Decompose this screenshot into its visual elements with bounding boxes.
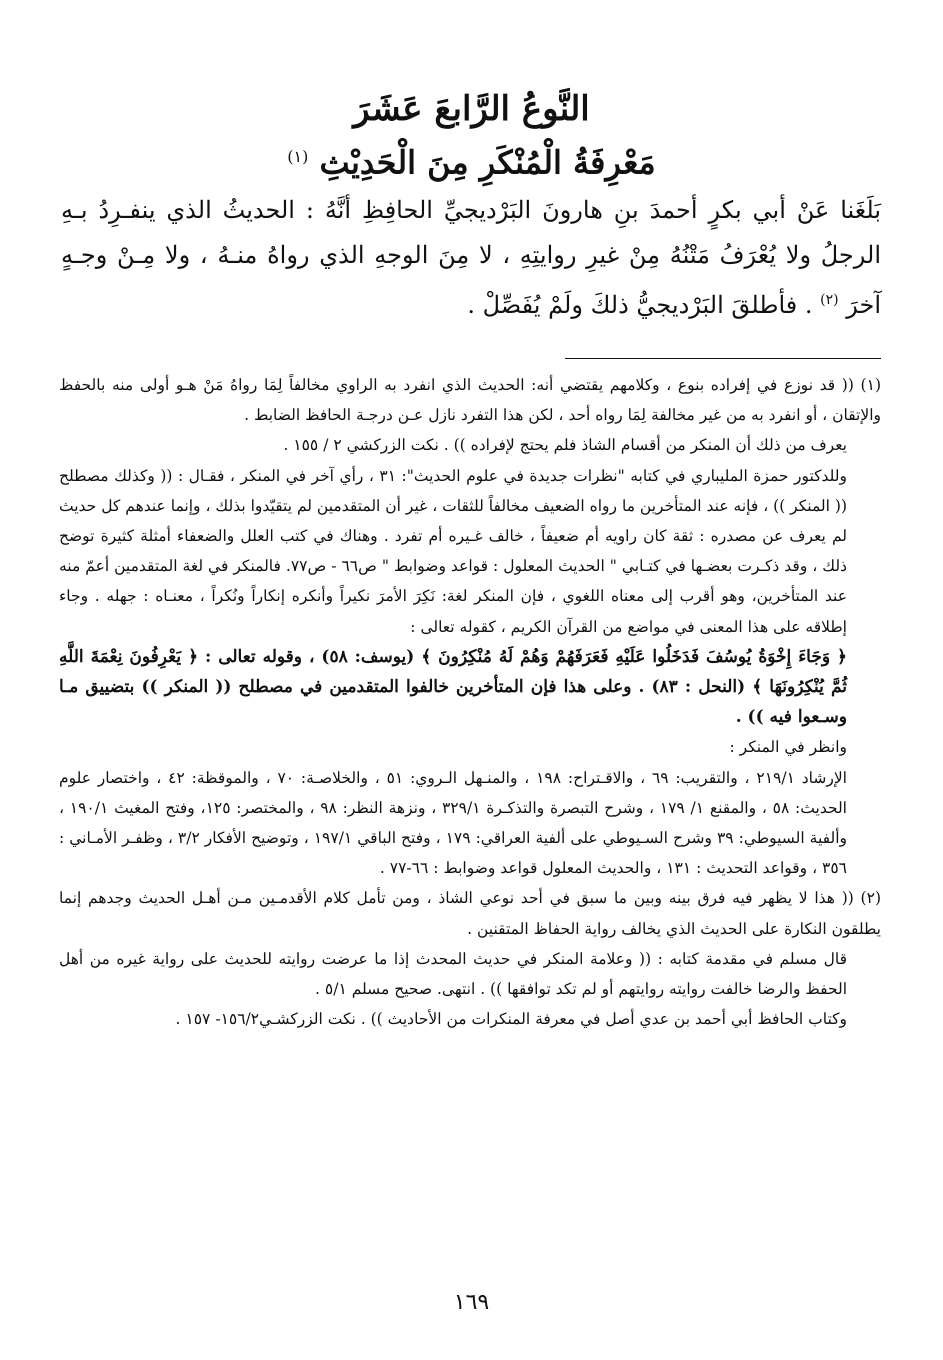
footnote-1-para-3: وللدكتور حمزة المليباري في كتابه "نظرات جديدة في علوم الحديث": ٣١ ، رأي آخر في المنكر ، فقـال : (( وكذلك مصطلح (( المنكر )) ، فإنه عند المتأخرين ما رواه الضعيف مخالفاً للثقات ، غير أن المتقدمين لم يتقيّدوا بذلك ، وإنما عندهم كل حديث لم يعرف عن مصدره : ثقة كان راويه أم ضعيفاً ، خالف غـيره أم تفرد . وهناك في كتب العلل والضعفاء أمثلة كثيرة توضح ذلك ، وقد ذكـرت بعضـها في كتـابي " الحديث المعلول : قواعد وضوابط " ص٦٦ - ص٧٧. فالمنكر في لغة المتقدمين أعمّ منه عند المتأخرين، وهو أقرب إلى معناه اللغوي ، فإن المنكر لغة: نَكِرَ الأمرَ نكيراً وأنكره إنكاراً ونُكراً ، معنـاه : جهله . وجاء إطلاقه على هذا المعنى في مواضع من القرآن الكريم ، كقوله تعالى : <box>59 466 848 636</box>
page-number: ١٦٩ <box>453 1290 490 1315</box>
footnote-number: (١) <box>860 376 881 394</box>
footnote-1-para-1 <box>59 370 881 430</box>
main-text-part1: بَلَغَنا عَنْ أبي بكرٍ أحمدَ بنِ هارونَ البَرْديجيِّ الحافِظِ أنَّهُ : الحديثُ الذي ينفـرِدُ بـهِ الرجلُ ولا يُعْرَفُ مَتْنُهُ مِنْ غيرِ روايتِهِ ، لا مِنَ الوجهِ الذي رواهُ منـهُ ، ولا مِـنْ وجـهٍ آخرَ <box>61 196 881 319</box>
main-text <box>61 188 881 328</box>
chapter-title <box>0 134 943 186</box>
chapter-title-text: مَعْرِفَةُ الْمُنْكَرِ مِنَ الْحَدِيْثِ <box>319 143 656 182</box>
footnote-1-para-2: يعرف من ذلك أن المنكر من أقسام الشاذ فلم يحتج لإفراده )) . نكت الزركشي ٢ / ١٥٥ . <box>283 436 847 455</box>
footnote-1-para-5: وانظر في المنكر : <box>729 738 847 757</box>
footnote-text: (( قد نوزع في إفراده بنوع ، وكلامهم يقتضي أنه: الحديث الذي انفرد به الراوي مخالفاً لِمَا رواهُ مَنْ هـو أولى منه بالحفظ والإتقان ، أو انفرد به من غير مخالفة لِمَا رواه أحد ، لكن هذا التفرد نازل عـن درجـة الحافظ الضابط . <box>59 376 881 425</box>
footnote-2-para-2: قال مسلم في مقدمة كتابه : (( وعلامة المنكر في حديث المحدث إذا ما عرضت روايته للحديث على رواية غيره من أهل الحفظ والرضا خالفت روايته روايتهم أو لم تكد توافقها )) . انتهى. صحيح مسلم ٥/١ . <box>59 949 847 999</box>
footnote-number: (٢) <box>860 889 881 908</box>
footnote-ref-2[interactable]: (٢) <box>820 292 839 308</box>
main-text-part2: . فأطلقَ البَرْديجيُّ ذلكَ ولَمْ يُفَصِّلْ . <box>467 291 813 319</box>
footnote-separator <box>565 358 881 359</box>
footnote-2-para-3: وكتاب الحافظ أبي أحمد بن عدي أصل في معرفة المنكرات من الأحاديث )) . نكت الزركشـي١٥٦/٢- ١٥٧ . <box>175 1010 847 1029</box>
chapter-number-title: النَّوعُ الرَّابعَ عَشَرَ <box>353 89 590 129</box>
main-paragraph <box>61 188 881 328</box>
footnote-1-sources: الإرشاد ٢١٩/١ ، والتقريب: ٦٩ ، والاقـتراح: ١٩٨ ، والمنـهل الـروي: ٥١ ، والخلاصـة: ٧٠ ، والموقظة: ٤٢ ، واختصار علوم الحديث: ٥٨ ، والمقنع ١/ ١٧٩ ، وشرح التبصرة والتذكـرة ٣٢٩/١ ، ونزهة النظر: ٩٨ ، والمختصر: ١٢٥، وفتح المغيث ١٩٠/١ ، وألفية السيوطي: ٣٩ وشرح السـيوطي على ألفية العراقي: ١٧٩ ، وفتح الباقي ١٩٧/١ ، وتوضيح الأفكار ٣/٢ ، وظفـر الأمـاني : ٣٥٦ ، وقواعد التحديث : ١٣١ ، والحديث المعلول قواعد وضوابط : ٦٦-٧٧ . <box>59 768 847 878</box>
footnote-ref-1[interactable]: (١) <box>287 147 309 166</box>
footnote-2-para-1 <box>59 883 881 943</box>
footnotes <box>59 370 881 1034</box>
footnote-1-quran: ﴿ وَجَاءَ إِخْوَةُ يُوسُفَ فَدَخَلُوا عَلَيْهِ فَعَرَفَهُمْ وَهُمْ لَهُ مُنْكِرُونَ ﴾ (يوسف: ٥٨) ، وقوله تعالى : ﴿ يَعْرِفُونَ نِعْمَةَ اللَّهِ ثُمَّ يُنْكِرُونَهَا ﴾ (النحل : ٨٣) . وعلى هذا فإن المتأخرين خالفوا المتقدمين في مصطلح (( المنكر )) بتضييق مـا وسـعوا فيه )) . <box>59 646 847 728</box>
footnote-text: (( هذا لا يظهر فيه فرق بينه وبين ما سبق في أحد نوعي الشاذ ، ومن تأمل كلام الأقدمـين مـن أهـل الحديث وجدهم إنما يطلقون النكارة على الحديث الذي يخالف رواية الحفاظ المتقنين . <box>59 889 881 938</box>
